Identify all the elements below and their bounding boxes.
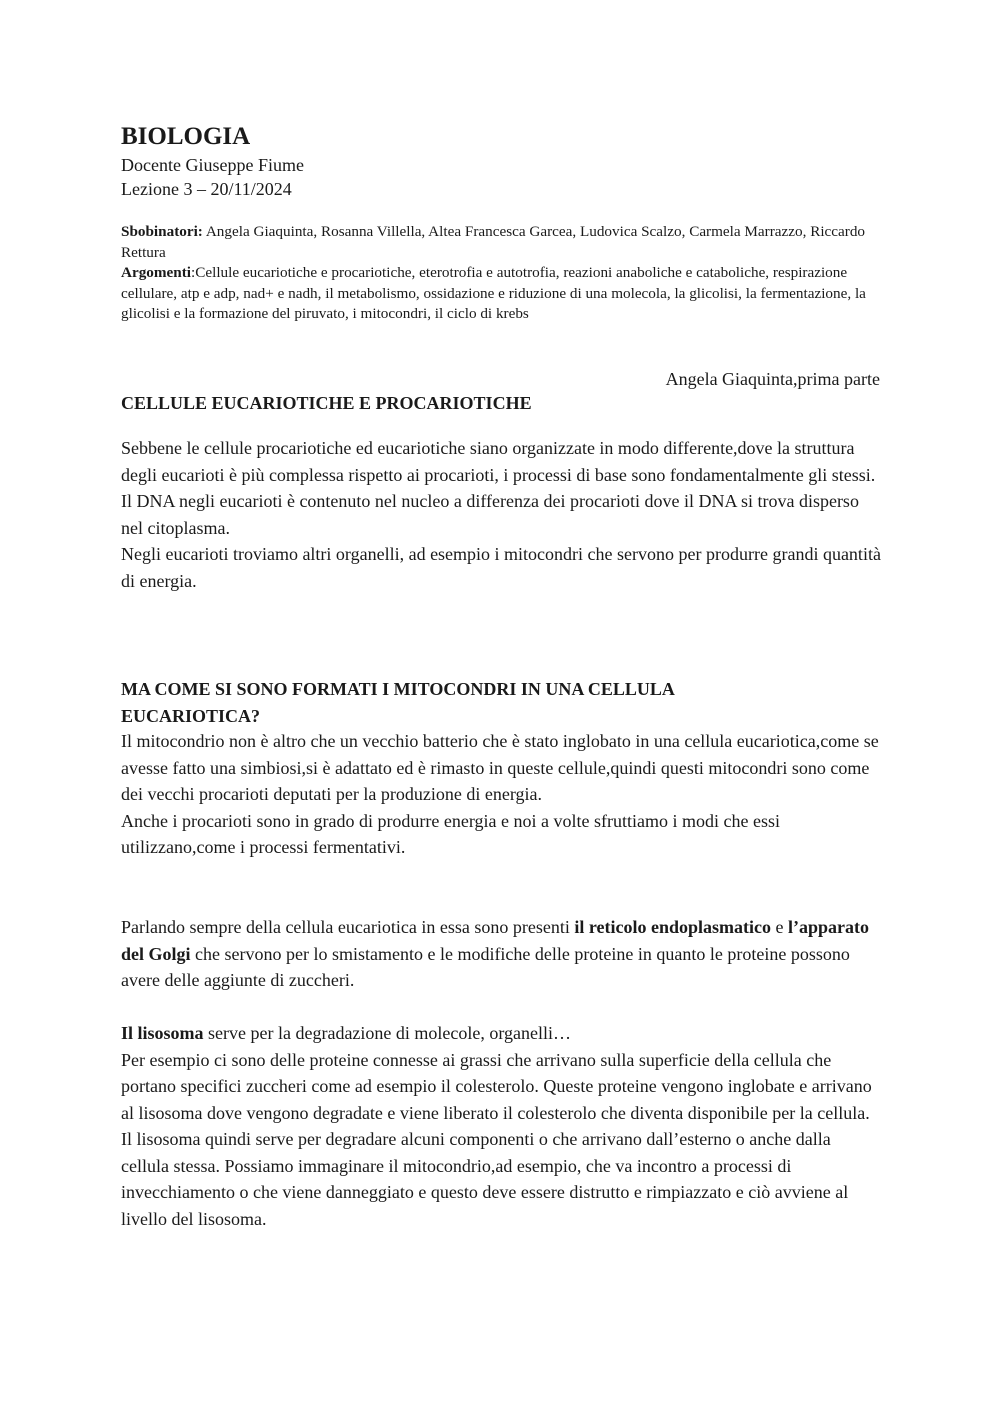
paragraph-lisosoma — [121, 1020, 883, 1232]
sbobinatori-names: Angela Giaquinta, Rosanna Villella, Altea Francesca Garcea, Ludovica Scalzo, Carmela Marrazzo, Riccardo Rettura — [121, 223, 866, 261]
section-heading-cellule: CELLULE EUCARIOTICHE E PROCARIOTICHE — [121, 393, 532, 413]
paragraph-lisosoma-rest: serve per la degradazione di molecole, organelli… Per esempio ci sono delle proteine connesse ai grassi che arrivano sulla superficie della cellula che portano specifici zuccheri come ad esempio il colesterolo. Queste proteine vengono inglobate e arrivano al lisosoma dove vengono degradate e viene liberato il colesterolo che diventa disponibile per la cellula. Il lisosoma quindi serve per degradare alcuni componenti o che arrivano dall’esterno o anche dalla cellula stessa. Possiamo immaginare il mitocondrio,ad esempio, che va incontro a processi di invecchiamento o che viene danneggiato e questo deve essere distrutto e rimpiazzato e ciò avviene al livello del lisosoma. — [121, 1023, 872, 1229]
term-lisosoma: Il lisosoma — [121, 1023, 204, 1043]
term-apparato-golgi: l’apparato del Golgi — [121, 917, 869, 964]
sbobinatori-block — [121, 222, 891, 263]
argomenti-label: Argomenti — [121, 264, 192, 281]
paragraph-cellule: Sebbene le cellule procariotiche ed eucariotiche siano organizzate in modo differente,dove la struttura degli eucarioti è più complessa rispetto ai procarioti, i processi di base sono fondamentalmente gli stessi. Il DNA negli eucarioti è contenuto nel nucleo a differenza dei procarioti dove il DNA si trova disperso nel citoplasma. Negli eucarioti troviamo altri organelli, ad esempio i mitocondri che servono per produrre grandi quantità di energia. — [121, 438, 881, 591]
paragraph-reticolo-golgi — [121, 914, 883, 994]
paragraph-reticolo-connector: e — [771, 917, 788, 937]
sbobinatori-label: Sbobinatori: — [121, 223, 203, 240]
teacher-line: Docente Giuseppe Fiume — [121, 155, 304, 175]
argomenti-block — [121, 263, 891, 325]
section-author: Angela Giaquinta,prima parte — [665, 369, 880, 389]
term-reticolo-endoplasmatico: il reticolo endoplasmatico — [574, 917, 771, 937]
paragraph-mitocondri: Il mitocondrio non è altro che un vecchio batterio che è stato inglobato in una cellula eucariotica,come se avesse fatto una simbiosi,si è adattato ed è rimasto in queste cellule,quindi questi mitocondri sono come dei vecchi procarioti deputati per la produzione di energia. Anche i procarioti sono in grado di produrre energia e noi a volte sfruttiamo i modi che essi utilizzano,come i processi fermentativi. — [121, 731, 879, 857]
argomenti-list: :Cellule eucariotiche e procariotiche, eterotrofia e autotrofia, reazioni anaboliche e cataboliche, respirazione cellulare, atp e adp, nad+ e nadh, il metabolismo, ossidazione e riduzione di una molecola, la glicolisi, la fermentazione, la glicolisi e la formazione del piruvato, i mitocondri, il ciclo di krebs — [121, 264, 866, 322]
paragraph-reticolo-rest: che servono per lo smistamento e le modifiche delle proteine in quanto le proteine possono avere delle aggiunte di zuccheri. — [121, 943, 850, 990]
lesson-line: Lezione 3 – 20/11/2024 — [121, 179, 292, 199]
section-heading-mitocondri: MA COME SI SONO FORMATI I MITOCONDRI IN UNA CELLULA EUCARIOTICA? — [121, 679, 674, 726]
document-title: BIOLOGIA — [121, 123, 251, 150]
paragraph-reticolo-intro: Parlando sempre della cellula eucariotica in essa sono presenti — [121, 917, 575, 937]
